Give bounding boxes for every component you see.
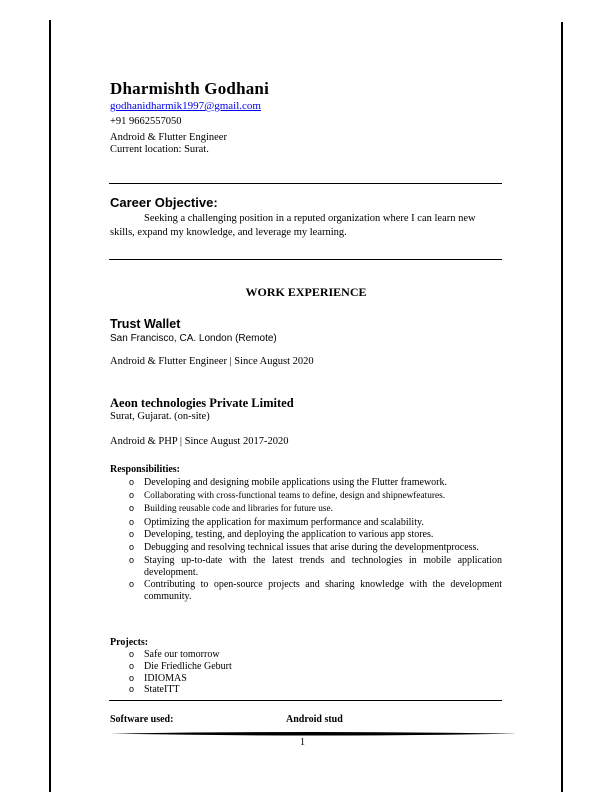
work-experience-title: WORK EXPERIENCE	[245, 285, 367, 299]
bullet-marker: o	[129, 684, 135, 695]
projects-list	[110, 649, 502, 696]
job-position: Android & PHP | Since August 2017-2020	[110, 436, 289, 447]
page-number: 1	[300, 737, 305, 748]
projects-label: Projects:	[110, 637, 149, 648]
software-used-value: Android stud	[286, 714, 343, 725]
company-location: San Francisco, CA. London (Remote)	[110, 333, 277, 344]
list-item: o Die Friedliche Geburt	[129, 660, 232, 672]
list-item: o StateITT	[129, 684, 180, 696]
bullet-marker: o	[129, 579, 135, 589]
list-item: o Collaborating with cross-functional teams to define, design and shipnewfeatures.	[129, 489, 446, 501]
list-item: o Developing, testing, and deploying the application to various app stores.	[129, 529, 434, 540]
career-objective-text: Seeking a challenging position in a reputed organization where I can learn new skills, expand my knowledge, and leverage my learning.	[110, 213, 476, 238]
bullet-marker: o	[129, 489, 135, 500]
bullet-marker: o	[129, 660, 135, 671]
responsibilities-list	[110, 477, 502, 603]
company-name: Trust Wallet	[110, 317, 181, 331]
bullet-marker: o	[129, 503, 135, 513]
bullet-marker: o	[129, 672, 135, 683]
job-role: Android & Flutter Engineer	[110, 132, 227, 143]
footer-divider	[110, 730, 516, 738]
software-used-label: Software used:	[110, 714, 174, 725]
candidate-name: Dharmishth Godhani	[110, 79, 270, 98]
responsibilities-label: Responsibilities:	[110, 464, 181, 475]
list-item: o Contributing to open-source projects and sharing knowledge with the development community.	[129, 579, 502, 602]
bullet-marker: o	[129, 529, 135, 539]
phone-number: +91 9662557050	[110, 116, 182, 127]
list-item: o Debugging and resolving technical issues that arise during the developmentprocess.	[129, 541, 479, 553]
list-item: o Developing and designing mobile applications using the Flutter framework.	[129, 477, 447, 488]
divider	[109, 700, 502, 701]
list-item: o Optimizing the application for maximum performance and scalability.	[129, 516, 424, 528]
list-item: o IDIOMAS	[129, 672, 187, 684]
bullet-marker: o	[129, 477, 135, 487]
divider	[109, 183, 502, 184]
list-item: o Staying up-to-date with the latest trends and technologies in mobile application development.	[129, 555, 502, 578]
company-name: Aeon technologies Private Limited	[110, 396, 294, 410]
career-objective-heading: Career Objective:	[110, 195, 218, 210]
bullet-marker: o	[129, 555, 135, 565]
bullet-marker: o	[129, 541, 135, 552]
divider	[109, 259, 502, 260]
bullet-marker: o	[129, 649, 135, 659]
current-location: Current location: Surat.	[110, 144, 209, 155]
bullet-marker: o	[129, 516, 135, 527]
page-border-right	[561, 22, 563, 792]
list-item: o Safe our tomorrow	[129, 649, 220, 660]
email-link[interactable]: godhanidharmik1997@gmail.com	[110, 100, 261, 112]
list-item: o Building reusable code and libraries for future use.	[129, 503, 333, 514]
job-position: Android & Flutter Engineer | Since August 2020	[110, 356, 314, 367]
company-location: Surat, Gujarat. (on-site)	[110, 411, 210, 422]
page-border-left	[49, 20, 51, 792]
